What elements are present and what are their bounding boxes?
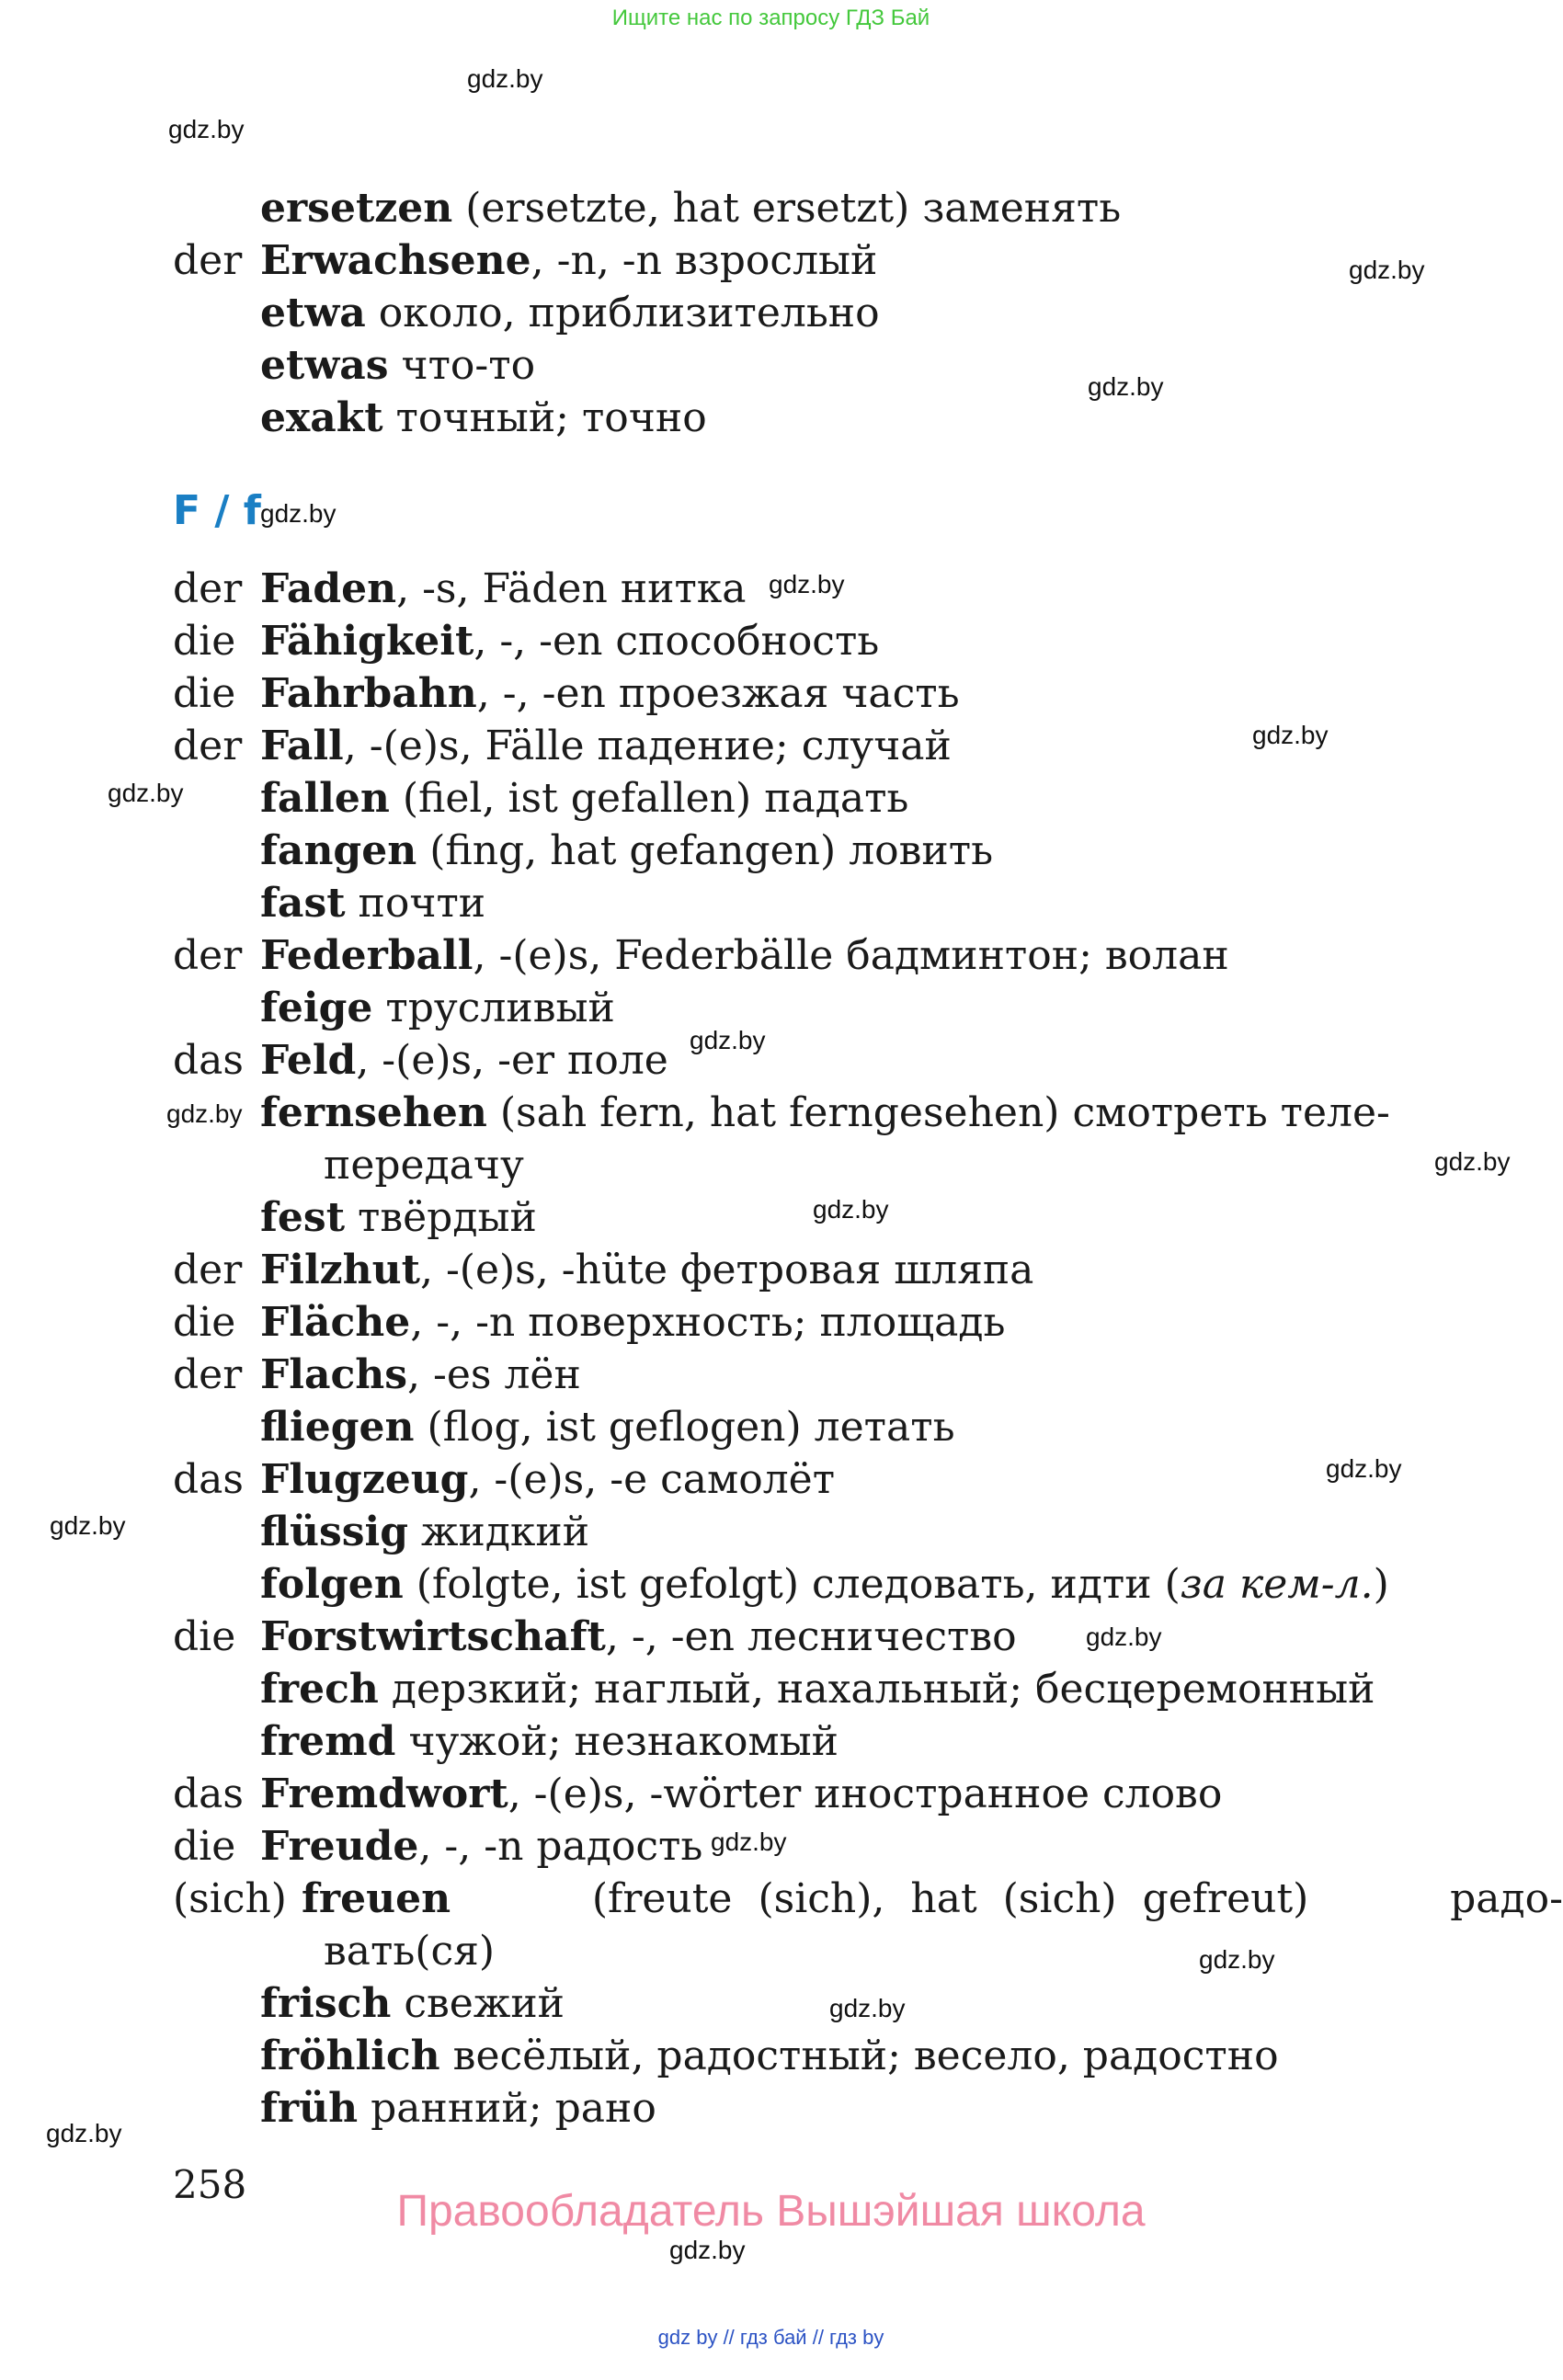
dictionary-entry <box>173 1506 1396 1558</box>
headword: Fahrbahn <box>260 670 477 717</box>
translation: взрослый <box>675 237 878 284</box>
headword: folgen <box>260 1561 404 1608</box>
dictionary-entry <box>173 1558 1396 1611</box>
watermark: gdz.by <box>1199 1945 1275 1974</box>
dictionary-entry <box>173 1349 1396 1401</box>
grammar-info: (ersetzte, hat ersetzt) <box>465 185 910 232</box>
headword: Fläche <box>260 1299 411 1346</box>
watermark: gdz.by <box>108 779 184 807</box>
article: die <box>173 1613 236 1660</box>
watermark: gdz.by <box>260 499 337 528</box>
usage-note-text: за кем-л. <box>1180 1561 1374 1608</box>
article: die <box>173 618 236 665</box>
dictionary-entry <box>173 877 1396 929</box>
headword: feige <box>260 985 373 1031</box>
article: der <box>173 723 243 769</box>
watermark: gdz.by <box>46 2119 122 2147</box>
dictionary-entry <box>173 182 1396 234</box>
dictionary-entry <box>173 667 1396 720</box>
page-number: 258 <box>173 2162 247 2207</box>
dictionary-entry <box>173 720 1396 772</box>
grammar-info: , -(e)s, -hüte <box>419 1247 667 1293</box>
dictionary-entry <box>173 2030 1396 2082</box>
headword: etwas <box>260 342 389 389</box>
headword: Flugzeug <box>260 1456 469 1503</box>
headword: fernsehen <box>260 1089 487 1136</box>
watermark: gdz.by <box>711 1828 787 1856</box>
top-banner: Ищите нас по запросу ГДЗ Бай <box>611 6 930 30</box>
headword: fliegen <box>260 1404 415 1451</box>
translation: точный; точно <box>395 394 707 441</box>
watermark: gdz.by <box>168 115 245 143</box>
dictionary-entry <box>173 1401 1396 1453</box>
headword: Federball <box>260 932 473 979</box>
grammar-info: (sah fern, hat ferngesehen) <box>499 1089 1060 1136</box>
translation: трусливый <box>385 985 615 1031</box>
translation: нитка <box>620 565 747 612</box>
translation: дерзкий; наглый, нахальный; бесцеремонный <box>391 1666 1375 1713</box>
headword: fest <box>260 1194 346 1241</box>
dictionary-entry <box>173 1611 1396 1663</box>
watermark: gdz.by <box>50 1511 126 1540</box>
translation: падение; случай <box>597 723 952 769</box>
watermark: gdz.by <box>467 64 543 93</box>
dictionary-entry <box>173 1191 1396 1244</box>
headword: Faden <box>260 565 397 612</box>
translation: ранний; рано <box>371 2085 656 2132</box>
article: das <box>173 1037 244 1084</box>
watermark: gdz.by <box>1252 721 1329 749</box>
dictionary-entry <box>173 1977 1396 2030</box>
article: der <box>173 1351 243 1398</box>
translation: проезжая часть <box>618 670 960 717</box>
rights-holder-notice: Правообладатель Вышэйшая школа <box>396 2187 1146 2236</box>
grammar-info: (freute (sich), hat (sich) gefreut) <box>591 1875 1309 1922</box>
entry-continuation: вать(ся) <box>324 1928 496 1975</box>
headword: freuen <box>302 1875 451 1922</box>
grammar-info: (fiel, ist gefallen) <box>402 775 752 822</box>
article: das <box>173 1771 244 1817</box>
grammar-info: , -(e)s, Fälle <box>343 723 585 769</box>
watermark: gdz.by <box>813 1195 889 1224</box>
translation: твёрдый <box>358 1194 537 1241</box>
grammar-info: , -(e)s, Federbälle <box>473 932 834 979</box>
dictionary-entry <box>173 772 1396 825</box>
translation: ловить <box>849 827 994 874</box>
dictionary-entry <box>173 1820 1396 1873</box>
watermark: gdz.by <box>1349 256 1425 284</box>
dictionary-entry <box>173 929 1396 982</box>
translation: заменять <box>922 185 1122 232</box>
translation: почти <box>358 880 486 927</box>
headword: fangen <box>260 827 417 874</box>
dictionary-entry <box>173 339 1396 392</box>
dictionary-entry <box>173 1768 1396 1820</box>
dictionary-entry <box>173 563 1396 615</box>
grammar-info: (fing, hat gefangen) <box>429 827 837 874</box>
translation: поверхность; площадь <box>528 1299 1006 1346</box>
translation: смотреть теле- <box>1072 1089 1390 1136</box>
watermark: gdz.by <box>1086 1623 1162 1651</box>
translation: радость <box>536 1823 703 1870</box>
translation: летать <box>814 1404 955 1451</box>
headword: Fremdwort <box>260 1771 508 1817</box>
translation: бадминтон; волан <box>846 932 1229 979</box>
entry-continuation: передачу <box>324 1142 524 1189</box>
translation: поле <box>567 1037 668 1084</box>
translation: что-то <box>401 342 536 389</box>
article: die <box>173 1823 236 1870</box>
headword: etwa <box>260 290 366 336</box>
headword: frech <box>260 1666 379 1713</box>
watermark: gdz.by <box>166 1099 243 1128</box>
translation: радо- <box>1450 1875 1563 1922</box>
translation: жидкий <box>421 1509 590 1555</box>
article: der <box>173 565 243 612</box>
watermark: gdz.by <box>669 2236 746 2264</box>
translation: фетровая шляпа <box>680 1247 1034 1293</box>
headword: Fähigkeit <box>260 618 474 665</box>
headword: flüssig <box>260 1509 409 1555</box>
headword: ersetzen <box>260 185 453 232</box>
article: der <box>173 932 243 979</box>
dictionary-entry <box>173 1244 1396 1296</box>
dictionary-entry <box>173 1296 1396 1349</box>
article: die <box>173 670 236 717</box>
dictionary-entry <box>173 1663 1396 1715</box>
dictionary-entry <box>173 1715 1396 1768</box>
translation: следовать, идти <box>812 1561 1152 1608</box>
dictionary-entry <box>173 2082 1396 2135</box>
translation: около, приблизительно <box>378 290 880 336</box>
grammar-info: (folgte, ist gefolgt) <box>416 1561 800 1608</box>
dictionary-entry <box>173 982 1396 1034</box>
headword: fast <box>260 880 346 927</box>
headword: Freude <box>260 1823 419 1870</box>
headword: Erwachsene <box>260 237 531 284</box>
dictionary-entry <box>173 825 1396 877</box>
grammar-info: , -(e)s, -e <box>468 1456 648 1503</box>
watermark: gdz.by <box>1434 1147 1511 1176</box>
dictionary-entry <box>173 1453 1396 1506</box>
headword: Feld <box>260 1037 357 1084</box>
footer-links: gdz by // гдз бай // гдз by <box>657 2326 884 2349</box>
translation: лесничество <box>747 1613 1017 1660</box>
watermark: gdz.by <box>1088 372 1164 401</box>
dictionary-entry <box>173 392 1396 444</box>
headword: Forstwirtschaft <box>260 1613 606 1660</box>
translation: падать <box>764 775 909 822</box>
translation: свежий <box>404 1980 565 2027</box>
dictionary-entry <box>173 1087 1396 1139</box>
headword: fröhlich <box>260 2033 440 2079</box>
translation: самолёт <box>660 1456 836 1503</box>
grammar-info: , -, -n <box>410 1299 516 1346</box>
headword: fremd <box>260 1718 396 1765</box>
article: das <box>173 1456 244 1503</box>
grammar-info: , -n, -n <box>531 237 662 284</box>
dictionary-entry <box>173 1034 1396 1087</box>
headword: fallen <box>260 775 390 822</box>
dictionary-entry <box>173 615 1396 667</box>
grammar-info: , -, -en <box>476 670 606 717</box>
dictionary-entry <box>173 234 1396 287</box>
article: die <box>173 1299 236 1346</box>
article: der <box>173 1247 243 1293</box>
headword: exakt <box>260 394 383 441</box>
translation: чужой; незнакомый <box>408 1718 839 1765</box>
grammar-info: , -(e)s, -wörter <box>508 1771 802 1817</box>
article: der <box>173 237 243 284</box>
translation: весёлый, радостный; весело, радостно <box>452 2033 1279 2079</box>
grammar-info: , -, -en <box>473 618 603 665</box>
article: (sich) <box>173 1875 287 1922</box>
headword: Fall <box>260 723 344 769</box>
watermark: gdz.by <box>690 1026 766 1054</box>
usage-note: (за кем-л.) <box>1164 1561 1389 1608</box>
translation: иностранное слово <box>814 1771 1223 1817</box>
translation: лён <box>504 1351 581 1398</box>
headword: frisch <box>260 1980 392 2027</box>
watermark: gdz.by <box>769 570 845 598</box>
dictionary-entry <box>173 1873 1563 1925</box>
headword: Flachs <box>260 1351 408 1398</box>
grammar-info: , -es <box>407 1351 492 1398</box>
grammar-info: (flog, ist geflogen) <box>427 1404 802 1451</box>
grammar-info: , -s, Fäden <box>396 565 608 612</box>
grammar-info: , -, -en <box>605 1613 735 1660</box>
letter-heading: F / f <box>173 487 261 534</box>
watermark: gdz.by <box>829 1994 906 2022</box>
translation: способность <box>615 618 880 665</box>
watermark: gdz.by <box>1326 1454 1402 1483</box>
headword: Filzhut <box>260 1247 420 1293</box>
grammar-info: , -(e)s, -er <box>356 1037 555 1084</box>
dictionary-entry <box>173 287 1396 339</box>
headword: früh <box>260 2085 359 2132</box>
grammar-info: , -, -n <box>418 1823 524 1870</box>
